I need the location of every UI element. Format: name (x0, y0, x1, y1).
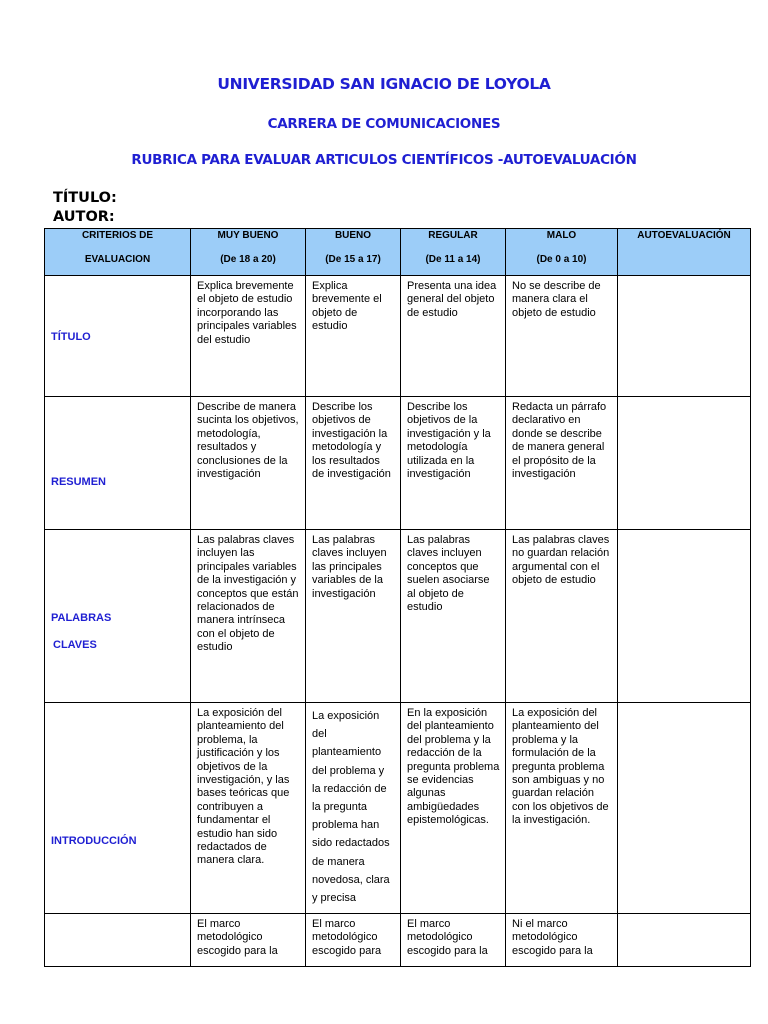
cell-autoevaluacion[interactable] (618, 914, 751, 967)
table-row (45, 276, 751, 397)
cell-malo: Ni el marco metodológico escogido para la (506, 914, 618, 967)
cell-regular: Presenta una idea general del objeto de estudio (401, 276, 506, 397)
cell-malo: La exposición del planteamiento del problema y la formulación de la pregunta problema son ambiguas y no guardan relación con los objetivos de la investigación. (506, 703, 618, 914)
cell-bueno: El marco metodológico escogido para (306, 914, 401, 967)
cell-muy-bueno: La exposición del planteamiento del problema, la justificación y los objetivos de la investigación, y las bases teóricas que contribuyen a fundamentar el estudio han sido redactados de manera clara. (191, 703, 306, 914)
cell-autoevaluacion[interactable] (618, 397, 751, 530)
criterion-cell: PALABRAS CLAVES (45, 530, 191, 703)
criterion-cell: RESUMEN (45, 397, 191, 530)
cell-bueno: Explica brevemente el objeto de estudio (306, 276, 401, 397)
cell-muy-bueno: Describe de manera sucinta los objetivos, metodología, resultados y conclusiones de la investigación (191, 397, 306, 530)
table-header-row (45, 229, 751, 276)
criterion-cell: TÍTULO (45, 276, 191, 397)
rubric-title: RUBRICA PARA EVALUAR ARTICULOS CIENTÍFICOS -AUTOEVALUACIÓN (131, 152, 637, 168)
cell-bueno: Describe los objetivos de investigación la metodología y los resultados de investigación (306, 397, 401, 530)
table-row (45, 703, 751, 914)
cell-regular: En la exposición del planteamiento del problema y la redacción de la pregunta problema se evidencias algunas ambigüedades epistemológicas. (401, 703, 506, 914)
cell-malo: Redacta un párrafo declarativo en donde se describe de manera general el propósito de la investigación (506, 397, 618, 530)
header-malo: MALO (De 0 a 10) (506, 229, 618, 276)
table-row (45, 914, 751, 967)
header-autoevaluacion: AUTOEVALUACIÓN (618, 229, 751, 276)
cell-bueno: La exposición del planteamiento del problema y la redacción de la pregunta problema han sido redactados de manera novedosa, clara y precisa (306, 703, 401, 914)
table-row (45, 530, 751, 703)
cell-regular: Las palabras claves incluyen conceptos que suelen asociarse al objeto de estudio (401, 530, 506, 703)
cell-autoevaluacion[interactable] (618, 276, 751, 397)
header-bueno: BUENO (De 15 a 17) (306, 229, 401, 276)
university-title: UNIVERSIDAD SAN IGNACIO DE LOYOLA (217, 75, 551, 93)
cell-autoevaluacion[interactable] (618, 703, 751, 914)
header-muy-bueno: MUY BUENO (De 18 a 20) (191, 229, 306, 276)
criterion-cell (45, 914, 191, 967)
cell-regular: El marco metodológico escogido para la (401, 914, 506, 967)
cell-malo: Las palabras claves no guardan relación argumental con el objeto de estudio (506, 530, 618, 703)
cell-muy-bueno: Las palabras claves incluyen las principales variables de la investigación y conceptos que están relacionados de manera intrínseca con el objeto de estudio (191, 530, 306, 703)
cell-malo: No se describe de manera clara el objeto de estudio (506, 276, 618, 397)
cell-muy-bueno: Explica brevemente el objeto de estudio incorporando las principales variables del estudio (191, 276, 306, 397)
table-row (45, 397, 751, 530)
titulo-label: TÍTULO: (53, 190, 117, 206)
criterion-cell: INTRODUCCIÓN (45, 703, 191, 914)
header-criterios: CRITERIOS DE EVALUACION (45, 229, 191, 276)
cell-muy-bueno: El marco metodológico escogido para la (191, 914, 306, 967)
autor-label: AUTOR: (53, 209, 115, 225)
cell-autoevaluacion[interactable] (618, 530, 751, 703)
career-title: CARRERA DE COMUNICACIONES (267, 116, 501, 132)
header-regular: REGULAR (De 11 a 14) (401, 229, 506, 276)
cell-regular: Describe los objetivos de la investigación y la metodología utilizada en la investigación (401, 397, 506, 530)
cell-bueno: Las palabras claves incluyen las principales variables de la investigación (306, 530, 401, 703)
rubric-table (44, 228, 751, 967)
